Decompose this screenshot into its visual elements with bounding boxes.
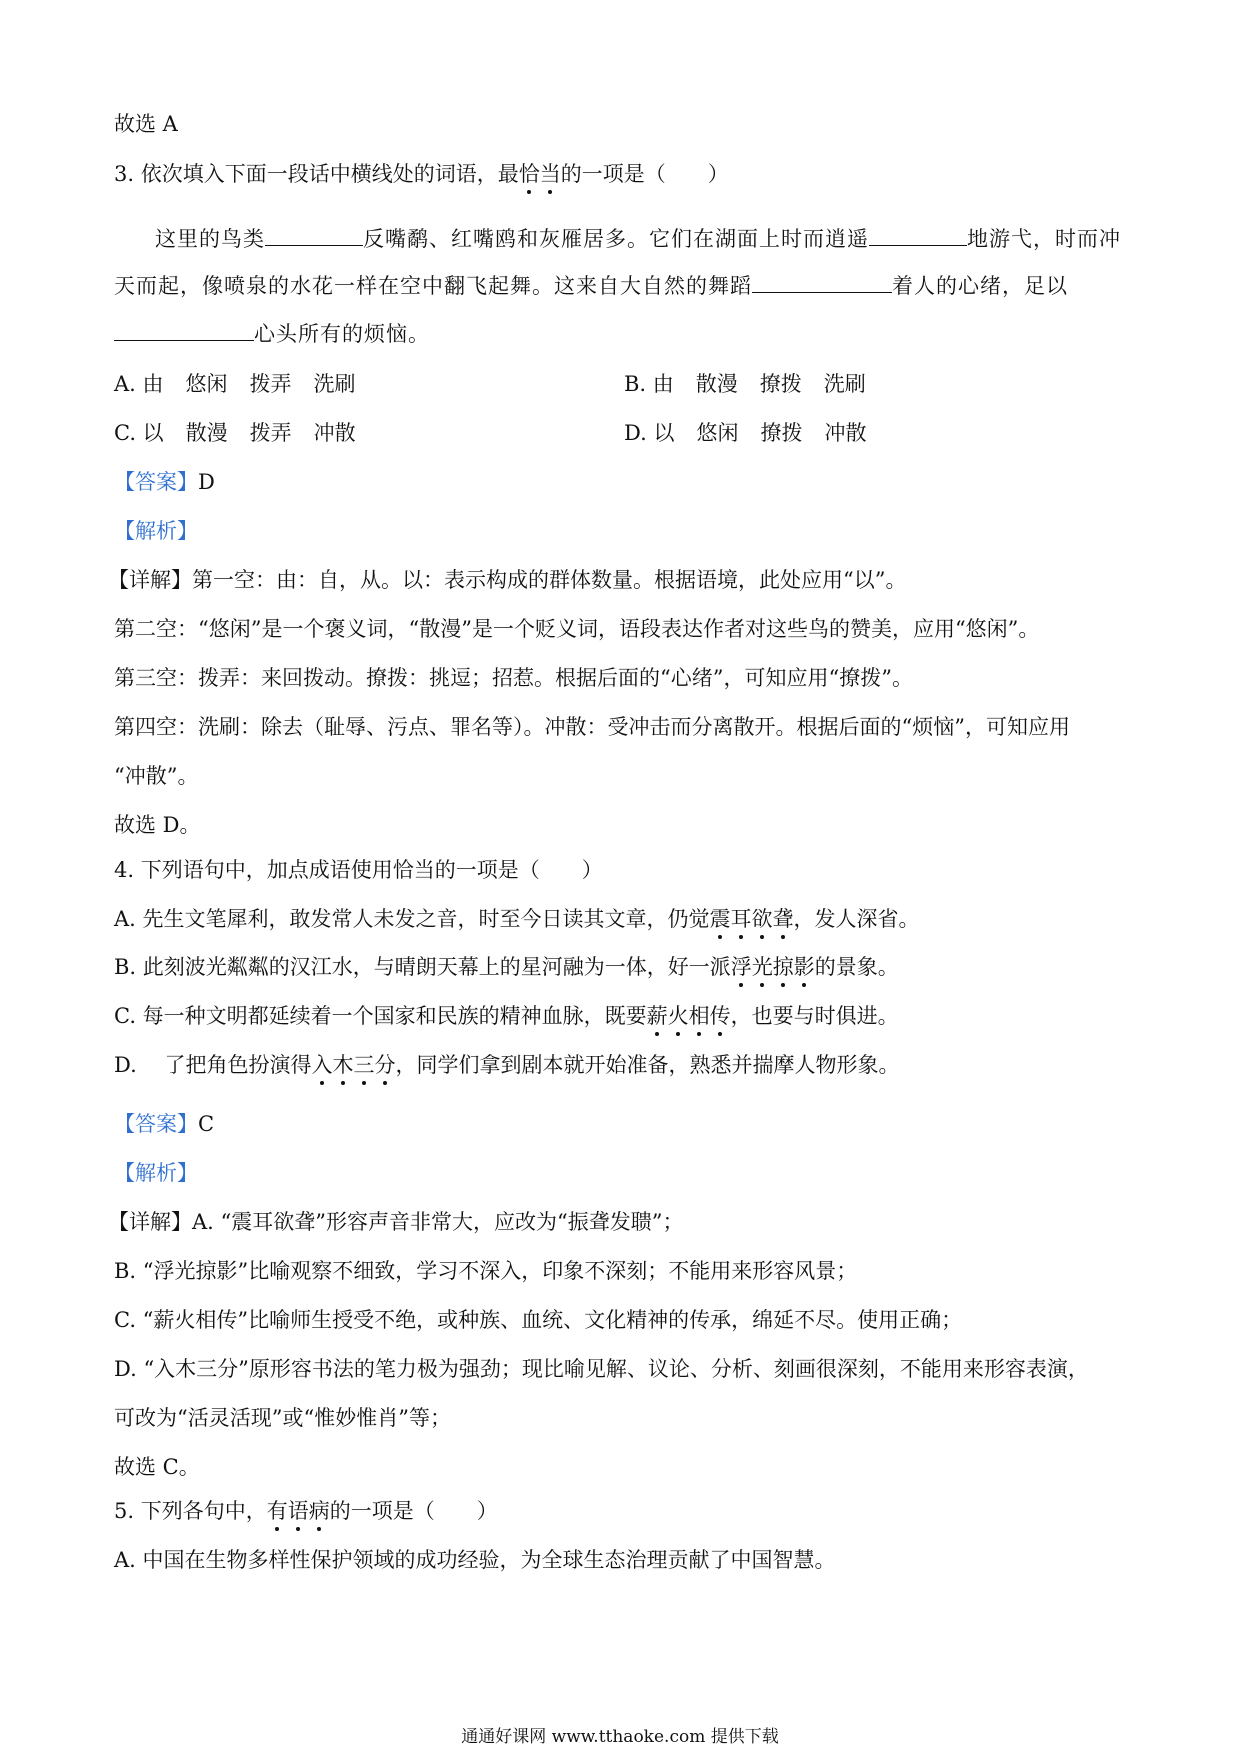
q3-detail-5: “冲散”。: [114, 764, 199, 788]
q5-stem: 5. 下列各句中，有语病的一项是（ ）: [114, 1499, 498, 1523]
q3-option-b: B. 由 散漫 撩拨 洗刷: [624, 372, 866, 396]
q3-answer: 【答案】D: [114, 470, 215, 494]
q4-option-a: A. 先生文笔犀利，敢发常人未发之音，时至今日读其文章，仍觉震耳欲聋，发人深省。: [114, 907, 920, 931]
q4-detail-b: B. “浮光掠影”比喻观察不细致，学习不深入，印象不深刻；不能用来形容风景；: [114, 1259, 858, 1283]
blank-1: [265, 223, 363, 246]
q3-analysis-tag: 【解析】: [114, 519, 198, 543]
q2-conclusion: 故选 A: [114, 112, 178, 136]
q4-detail-a: 【详解】A. “震耳欲聋”形容声音非常大，应改为“振聋发聩”；: [108, 1210, 684, 1234]
q3-stem: 3. 依次填入下面一段话中横线处的词语，最恰当的一项是（ ）: [114, 162, 729, 186]
q4-detail-d: D. “入木三分”原形容书法的笔力极为强劲；现比喻见解、议论、分析、刻画很深刻，不能用来形容表演，: [114, 1357, 1089, 1381]
idiom-dotted: 入木三分: [311, 1053, 396, 1077]
q3-detail-2: 第二空：“悠闲”是一个褒义词，“散漫”是一个贬义词，语段表达作者对这些鸟的赞美，应用“悠闲”。: [114, 617, 1040, 641]
q3-detail-4: 第四空：洗刷：除去（耻辱、污点、罪名等）。冲散：受冲击而分离散开。根据后面的“烦恼”，可知应用: [114, 715, 1070, 739]
blank-2: [869, 223, 967, 246]
q4-option-b: B. 此刻波光粼粼的汉江水，与晴朗天幕上的星河融为一体，好一派浮光掠影的景象。: [114, 955, 899, 979]
q3-conclusion: 故选 D。: [114, 813, 201, 837]
q4-answer: 【答案】C: [114, 1112, 215, 1136]
idiom-dotted: 浮光掠影: [730, 955, 815, 979]
blank-3: [752, 270, 892, 293]
q5-option-a: A. 中国在生物多样性保护领域的成功经验，为全球生态治理贡献了中国智慧。: [114, 1548, 836, 1572]
page-footer: 通通好课网 www.tthaoke.com 提供下载: [461, 1727, 779, 1747]
q3-detail-3: 第三空：拨弄：来回拨动。撩拨：挑逗；招惹。根据后面的“心绪”，可知应用“撩拨”。: [114, 666, 913, 690]
q4-detail-d2: 可改为“活灵活现”或“惟妙惟肖”等；: [114, 1406, 451, 1430]
q3-option-d: D. 以 悠闲 撩拨 冲散: [624, 421, 867, 445]
q4-analysis-tag: 【解析】: [114, 1161, 198, 1185]
idiom-dotted: 薪火相传: [646, 1004, 731, 1028]
q3-detail-1: 【详解】第一空：由：自，从。以：表示构成的群体数量。根据语境，此处应用“以”。: [108, 568, 907, 592]
q3-option-c: C. 以 散漫 拨弄 冲散: [114, 421, 356, 445]
q4-option-d: D. 了把角色扮演得入木三分，同学们拿到剧本就开始准备，熟悉并揣摩人物形象。: [114, 1053, 900, 1077]
blank-4: [114, 318, 254, 341]
q4-conclusion: 故选 C。: [114, 1455, 200, 1479]
q4-option-c: C. 每一种文明都延续着一个国家和民族的精神血脉，既要薪火相传，也要与时俱进。: [114, 1004, 899, 1028]
idiom-dotted: 震耳欲聋: [709, 907, 794, 931]
q4-detail-c: C. “薪火相传”比喻师生授受不绝，或种族、血统、文化精神的传承，绵延不尽。使用正确；: [114, 1308, 963, 1332]
q4-stem: 4. 下列语句中，加点成语使用恰当的一项是（ ）: [114, 858, 603, 882]
q3-option-a: A. 由 悠闲 拨弄 洗刷: [114, 372, 356, 396]
